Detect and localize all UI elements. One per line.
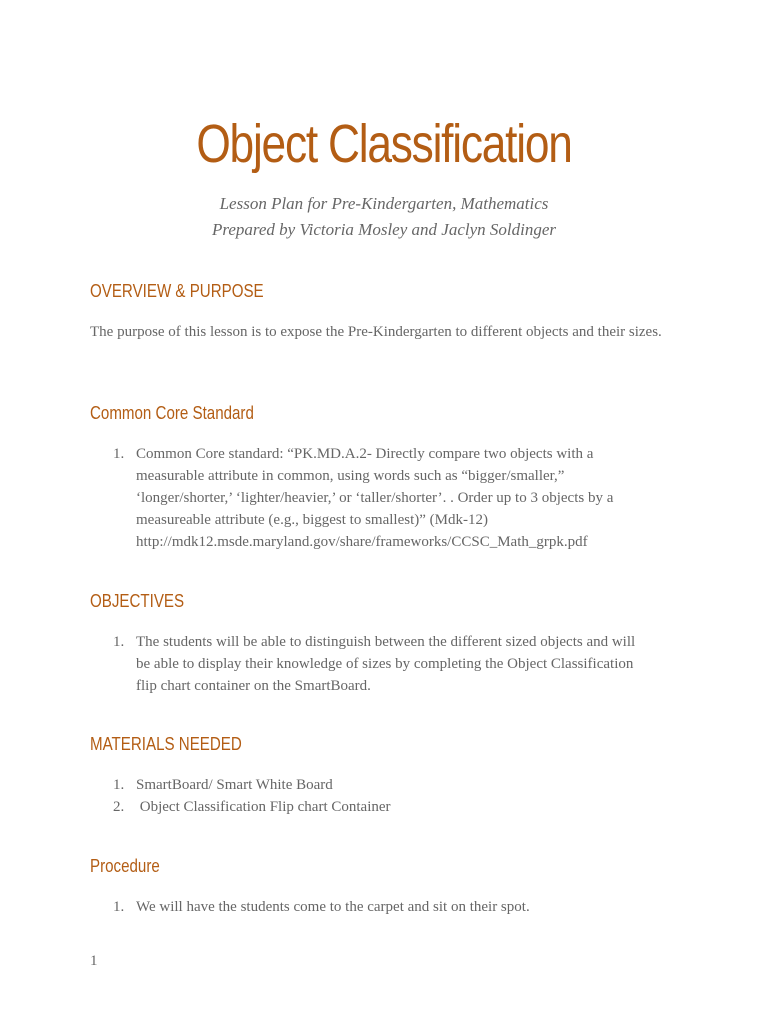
standard-heading: Common Core Standard <box>90 403 254 423</box>
list-item <box>90 796 650 818</box>
standard-list <box>90 443 650 553</box>
overview-heading: OVERVIEW & PURPOSE <box>90 281 264 301</box>
overview-text: The purpose of this lesson is to expose the Pre-Kindergarten to different objects and their sizes. <box>90 324 662 340</box>
list-number: 1. <box>113 446 125 462</box>
list-text: Object Classification Flip chart Container <box>136 799 391 815</box>
list-number: 1. <box>113 899 125 915</box>
list-item <box>90 896 650 918</box>
procedure-list <box>90 896 650 918</box>
list-number: 1. <box>113 634 125 650</box>
list-text: Common Core standard: “PK.MD.A.2- Directly compare two objects with a measurable attribute in common, using words such as “bigger/smaller,” ‘longer/shorter,’ ‘lighter/heavier,’ or ‘taller/shorter’. . Order up to 3 objects by a measureable attribute (e.g., biggest to smallest)” (Mdk-12) http://mdk12.msde.maryland.gov/share/frameworks/CCSC_Math_grpk.pdf <box>136 446 614 550</box>
objectives-heading: OBJECTIVES <box>90 591 185 611</box>
list-text: The students will be able to distinguish between the different sized objects and will be able to display their knowledge of sizes by completing the Object Classification flip chart container on the SmartBoard. <box>136 634 636 694</box>
subtitle-line-1: Lesson Plan for Pre-Kindergarten, Mathematics <box>219 194 549 213</box>
list-text: SmartBoard/ Smart White Board <box>136 777 333 793</box>
objectives-list <box>90 631 650 697</box>
page-number: 1 <box>90 953 98 969</box>
list-number: 1. <box>113 777 125 793</box>
list-item <box>90 631 650 697</box>
list-item <box>90 443 650 553</box>
list-item <box>90 774 650 796</box>
document-subtitle <box>0 191 768 243</box>
list-text: We will have the students come to the carpet and sit on their spot. <box>136 899 530 915</box>
document-title: Object Classification <box>196 114 572 174</box>
subtitle-line-2: Prepared by Victoria Mosley and Jaclyn Soldinger <box>211 220 556 239</box>
materials-list <box>90 774 650 818</box>
procedure-heading: Procedure <box>90 856 160 876</box>
materials-heading: MATERIALS NEEDED <box>90 734 242 754</box>
list-number: 2. <box>113 799 125 815</box>
